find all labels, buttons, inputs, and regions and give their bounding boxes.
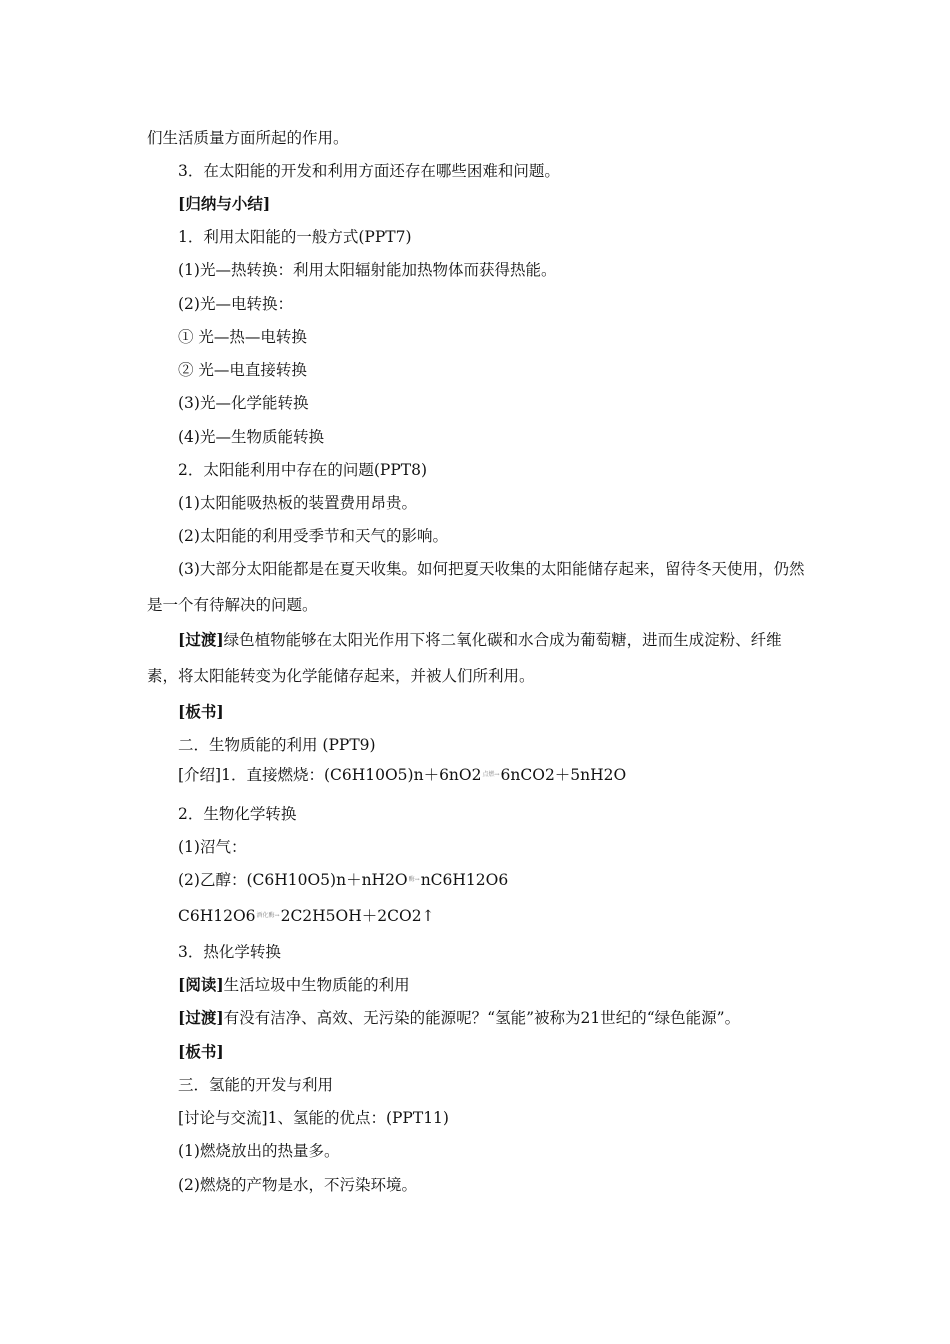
transition-text: 有没有洁净、高效、无污染的能源呢？“氢能”被称为21世纪的“绿色能源”。 xyxy=(223,1009,741,1027)
text-line: (2)燃烧的产物是水，不污染环境。 xyxy=(178,1176,417,1194)
arrow-condition: 酒化酶 xyxy=(256,912,275,919)
reaction-arrow-icon: 酶→ xyxy=(408,876,420,883)
text-line: ② 光—电直接转换 xyxy=(178,361,307,379)
text-line: 2．生物化学转换 xyxy=(178,805,297,823)
text-line: (1)燃烧放出的热量多。 xyxy=(178,1142,340,1160)
text-line: 3．在太阳能的开发和利用方面还存在哪些困难和问题。 xyxy=(178,162,560,180)
equation-line xyxy=(178,870,838,890)
text-line: 1．利用太阳能的一般方式(PPT7) xyxy=(178,228,412,246)
text-line: (4)光—生物质能转换 xyxy=(178,428,324,446)
equation-line xyxy=(178,765,838,785)
reaction-arrow-icon: 点燃→ xyxy=(482,771,500,778)
paragraph xyxy=(147,622,809,694)
text-line: (1)沼气： xyxy=(178,838,247,856)
equation-left: [介绍]1．直接燃烧：(C6H10O5)n＋6nO2 xyxy=(178,766,482,784)
reading-tag: [阅读] xyxy=(178,975,224,994)
text-line xyxy=(178,1008,838,1028)
text-line: 三．氢能的开发与利用 xyxy=(178,1076,334,1094)
reading-text: 生活垃圾中生物质能的利用 xyxy=(223,976,410,994)
text-line: 3．热化学转换 xyxy=(178,943,281,961)
text-line xyxy=(178,975,838,995)
text-line: [讨论与交流]1、氢能的优点：(PPT11) xyxy=(178,1109,449,1127)
transition-tag: [过渡] xyxy=(178,630,224,649)
text-line: 2．太阳能利用中存在的问题(PPT8) xyxy=(178,461,428,479)
transition-tag: [过渡] xyxy=(178,1008,224,1027)
text-line: (1)光—热转换：利用太阳辐射能加热物体而获得热能。 xyxy=(178,261,557,279)
text-line: 们生活质量方面所起的作用。 xyxy=(147,129,349,147)
arrow-condition: 酶 xyxy=(408,876,415,883)
text-line: (2)太阳能的利用受季节和天气的影响。 xyxy=(178,527,448,545)
reaction-arrow-icon: 酒化酶→ xyxy=(256,912,280,919)
equation-right: nC6H12O6 xyxy=(420,871,509,889)
equation-line xyxy=(178,906,838,926)
transition-text: 绿色植物能够在太阳光作用下将二氧化碳和水合成为葡萄糖，进而生成淀粉、纤维素，将太阳能转变为化学能储存起来，并被人们所利用。 xyxy=(147,631,782,685)
paragraph: (3)大部分太阳能都是在夏天收集。如何把夏天收集的太阳能储存起来，留待冬天使用，仍然是一个有待解决的问题。 xyxy=(147,560,805,614)
text-line: (3)光—化学能转换 xyxy=(178,394,309,412)
equation-left: (2)乙醇：(C6H10O5)n＋nH2O xyxy=(178,871,408,889)
section-heading: [板书] xyxy=(178,1042,224,1061)
equation-left: C6H12O6 xyxy=(178,907,256,925)
text-line: 二．生物质能的利用 (PPT9) xyxy=(178,736,376,754)
section-heading: [板书] xyxy=(178,702,224,721)
arrow-condition: 点燃 xyxy=(482,771,495,778)
text-line: (2)光—电转换： xyxy=(178,295,293,313)
equation-right: 6nCO2＋5nH2O xyxy=(500,766,627,784)
equation-right: 2C2H5OH＋2CO2↑ xyxy=(280,907,435,925)
text-line: ① 光—热—电转换 xyxy=(178,328,307,346)
section-heading: [归纳与小结] xyxy=(178,194,271,213)
text-line: (1)太阳能吸热板的装置费用昂贵。 xyxy=(178,494,417,512)
